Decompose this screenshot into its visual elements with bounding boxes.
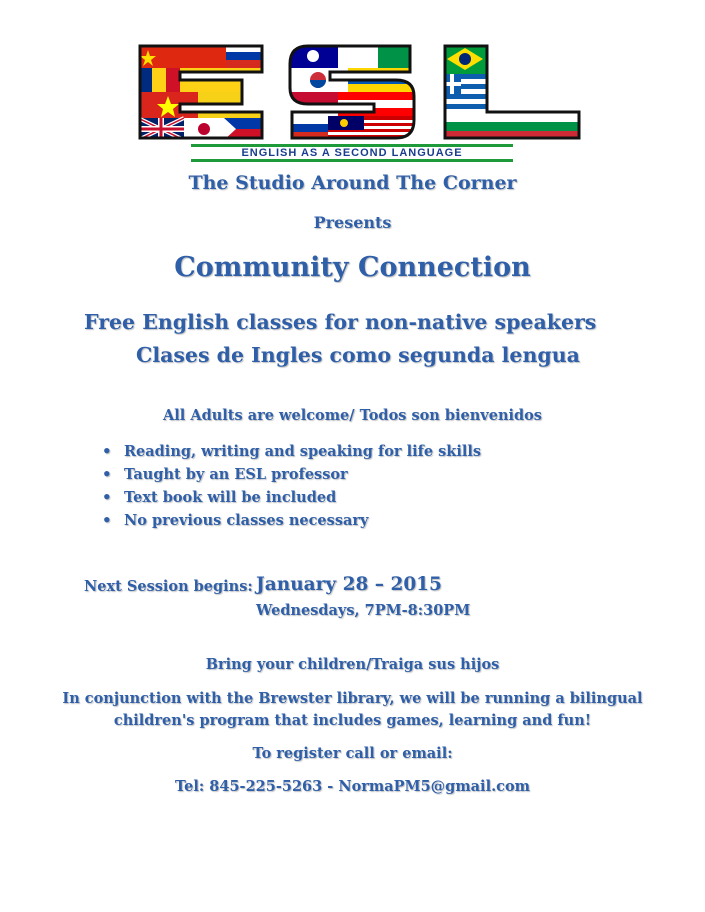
list-item: • No previous classes necessary [124, 509, 481, 532]
list-item: • Reading, writing and speaking for life skills [124, 440, 481, 463]
features-list [100, 440, 481, 532]
logo-letter-s [288, 44, 416, 140]
welcome-text: All Adults are welcome/ Todos son bienvenidos [163, 407, 542, 424]
children-line-2: children's program that includes games, learning and fun! [113, 712, 592, 729]
list-item: • Text book will be included [124, 486, 481, 509]
contact-info: Tel: 845-225-5263 - NormaPM5@gmail.com [175, 778, 530, 795]
org-name: The Studio Around The Corner [188, 172, 517, 194]
logo-tagline [191, 144, 513, 162]
subtitle-spanish: Clases de Ingles como segunda lengua [136, 343, 580, 367]
children-line-1: In conjunction with the Brewster library, we will be running a bilingual [62, 690, 643, 707]
subtitle-english: Free English classes for non-native speakers [84, 310, 597, 334]
logo-letter-l [443, 44, 583, 140]
list-item: • Taught by an ESL professor [124, 463, 481, 486]
program-title: Community Connection [174, 252, 531, 283]
logo-letter-e [138, 44, 266, 140]
session-schedule: Wednesdays, 7PM-8:30PM [256, 602, 471, 619]
children-heading: Bring your children/Traiga sus hijos [205, 656, 500, 673]
esl-logo [138, 44, 583, 164]
presents-text: Presents [313, 213, 392, 232]
logo-tagline-text: ENGLISH AS A SECOND LANGUAGE [241, 147, 463, 159]
register-heading: To register call or email: [252, 745, 453, 762]
session-date: January 28 – 2015 [256, 574, 442, 595]
session-label: Next Session begins: [84, 578, 253, 595]
